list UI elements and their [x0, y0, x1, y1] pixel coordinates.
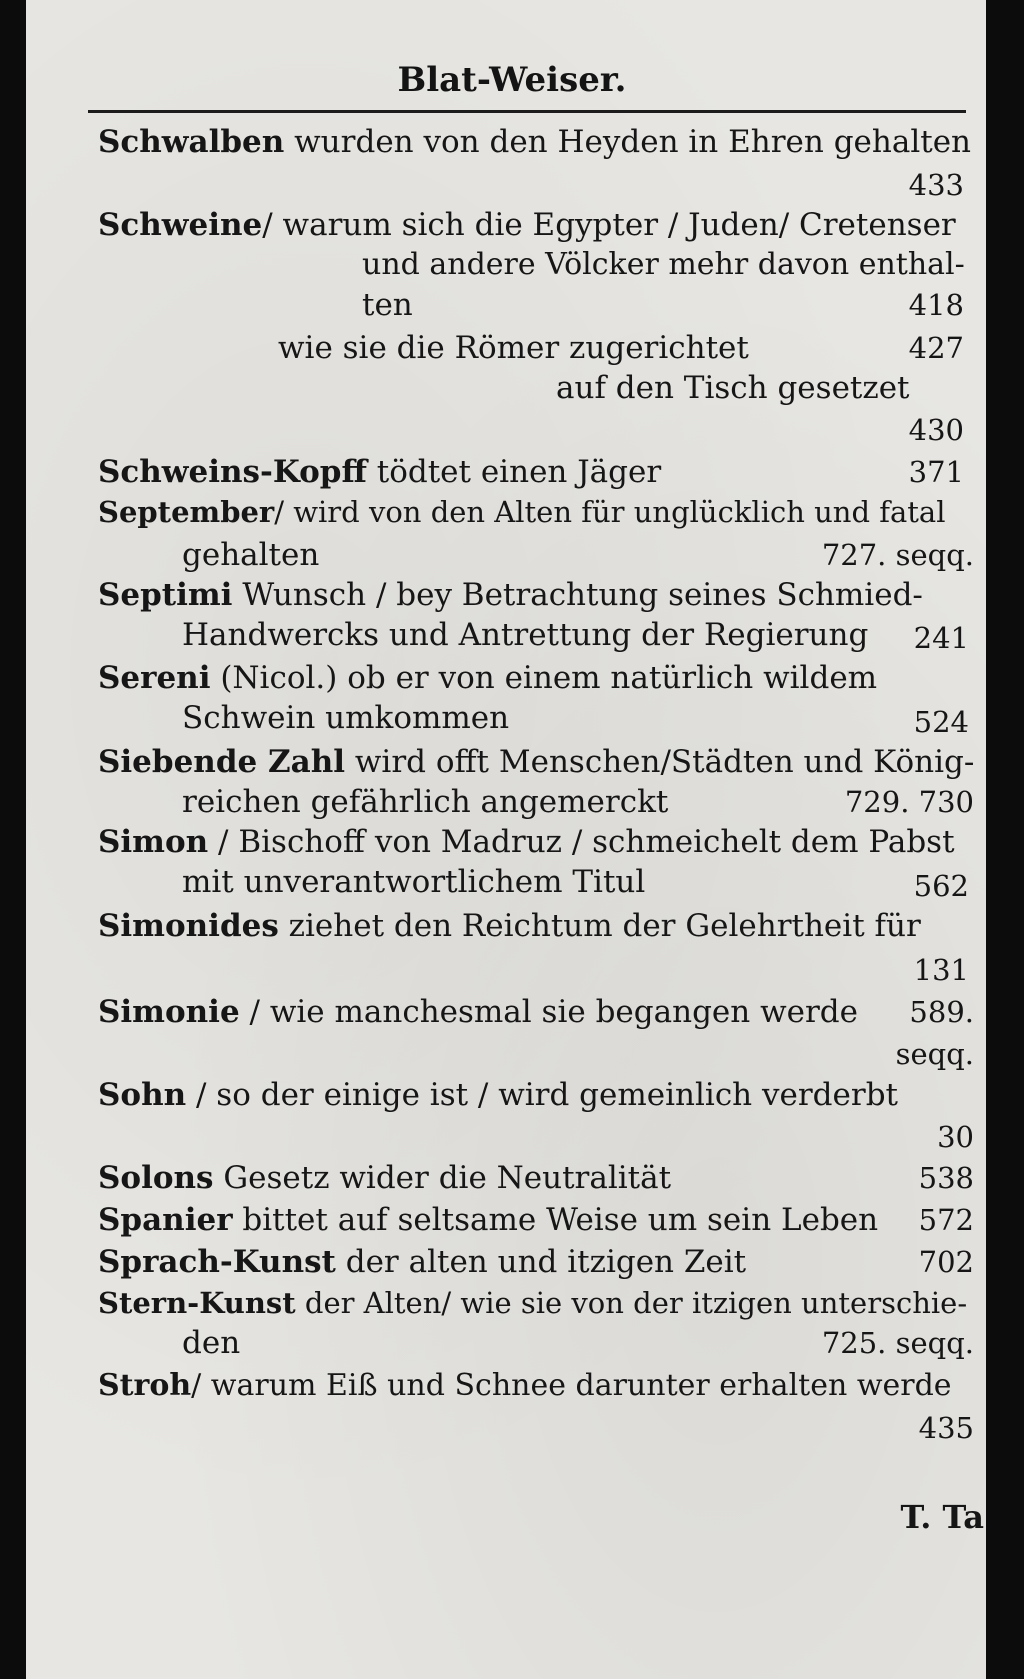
index-entry: Simonides ziehet den Reichtum der Gelehrtheit für: [98, 908, 921, 944]
index-entry-continuation: den: [182, 1325, 241, 1361]
page-ref: 725. seqq.: [821, 1326, 974, 1360]
page-ref: 427: [908, 331, 964, 365]
page-ref: 418: [908, 288, 964, 322]
index-entry: Stroh/ warum Eiß und Schnee darunter erhalten werde: [98, 1368, 952, 1403]
index-subentry: auf den Tisch gesetzet: [556, 370, 910, 406]
scan-edge-right: [986, 0, 1024, 1679]
page-ref: 30: [937, 1120, 974, 1154]
index-entry-continuation: und andere Völcker mehr davon enthal-: [362, 247, 965, 282]
index-entry: Septimi Wunsch / bey Betrachtung seines Schmied-: [98, 577, 923, 613]
page-ref: 433: [908, 168, 964, 202]
catchword: T. Ta: [900, 1498, 984, 1536]
page-ref: 729. 730: [844, 785, 974, 819]
index-entry-continuation: reichen gefährlich angemerckt: [182, 784, 669, 820]
index-entry: Stern-Kunst der Alten/ wie sie von der itzigen unterschie-: [98, 1286, 968, 1320]
index-entry: Schweins-Kopff tödtet einen Jäger: [98, 454, 662, 490]
page-ref: 371: [908, 455, 964, 489]
page-ref: seqq.: [895, 1037, 974, 1071]
index-entry: September/ wird von den Alten für unglücklich und fatal: [98, 495, 946, 529]
page-ref: 589.: [909, 995, 974, 1029]
page-ref: 430: [908, 413, 964, 447]
header-rule: [88, 110, 966, 113]
index-entry: Schwalben wurden von den Heyden in Ehren gehalten: [98, 124, 972, 160]
index-entry: Sohn / so der einige ist / wird gemeinlich verderbt: [98, 1077, 898, 1113]
index-entry: Simonie / wie manchesmal sie begangen werde: [98, 994, 858, 1030]
index-entry-continuation: ten: [362, 287, 413, 323]
scan-edge-left: [0, 0, 26, 1679]
index-entry: Sprach-Kunst der alten und itzigen Zeit: [98, 1244, 747, 1280]
page-ref: 524: [913, 705, 969, 739]
page-ref: 131: [913, 953, 969, 987]
page-ref: 538: [918, 1161, 974, 1195]
page-ref: 702: [918, 1245, 974, 1279]
page-ref: 572: [918, 1203, 974, 1237]
page-ref: 727. seqq.: [821, 538, 974, 572]
index-entry: Spanier bittet auf seltsame Weise um sein Leben: [98, 1202, 879, 1238]
page-ref: 241: [913, 621, 969, 655]
index-entry-continuation: gehalten: [182, 537, 320, 573]
index-entry-continuation: Handwercks und Antrettung der Regierung: [182, 617, 869, 653]
index-entry: Simon / Bischoff von Madruz / schmeichelt dem Pabst: [98, 824, 955, 860]
page-ref: 562: [913, 869, 969, 903]
index-entry: Solons Gesetz wider die Neutralität: [98, 1160, 672, 1196]
page-ref: 435: [918, 1411, 974, 1445]
index-entry-continuation: mit unverantwortlichem Titul: [182, 864, 646, 900]
index-entry: Schweine/ warum sich die Egypter / Juden/ Cretenser: [98, 207, 956, 243]
index-subentry: wie sie die Römer zugerichtet: [278, 330, 749, 366]
index-entry: Siebende Zahl wird offt Menschen/Städten und König-: [98, 744, 975, 780]
page-header: Blat-Weiser.: [397, 60, 627, 100]
index-entry: Sereni (Nicol.) ob er von einem natürlich wildem: [98, 660, 878, 696]
index-entry-continuation: Schwein umkommen: [182, 700, 510, 736]
